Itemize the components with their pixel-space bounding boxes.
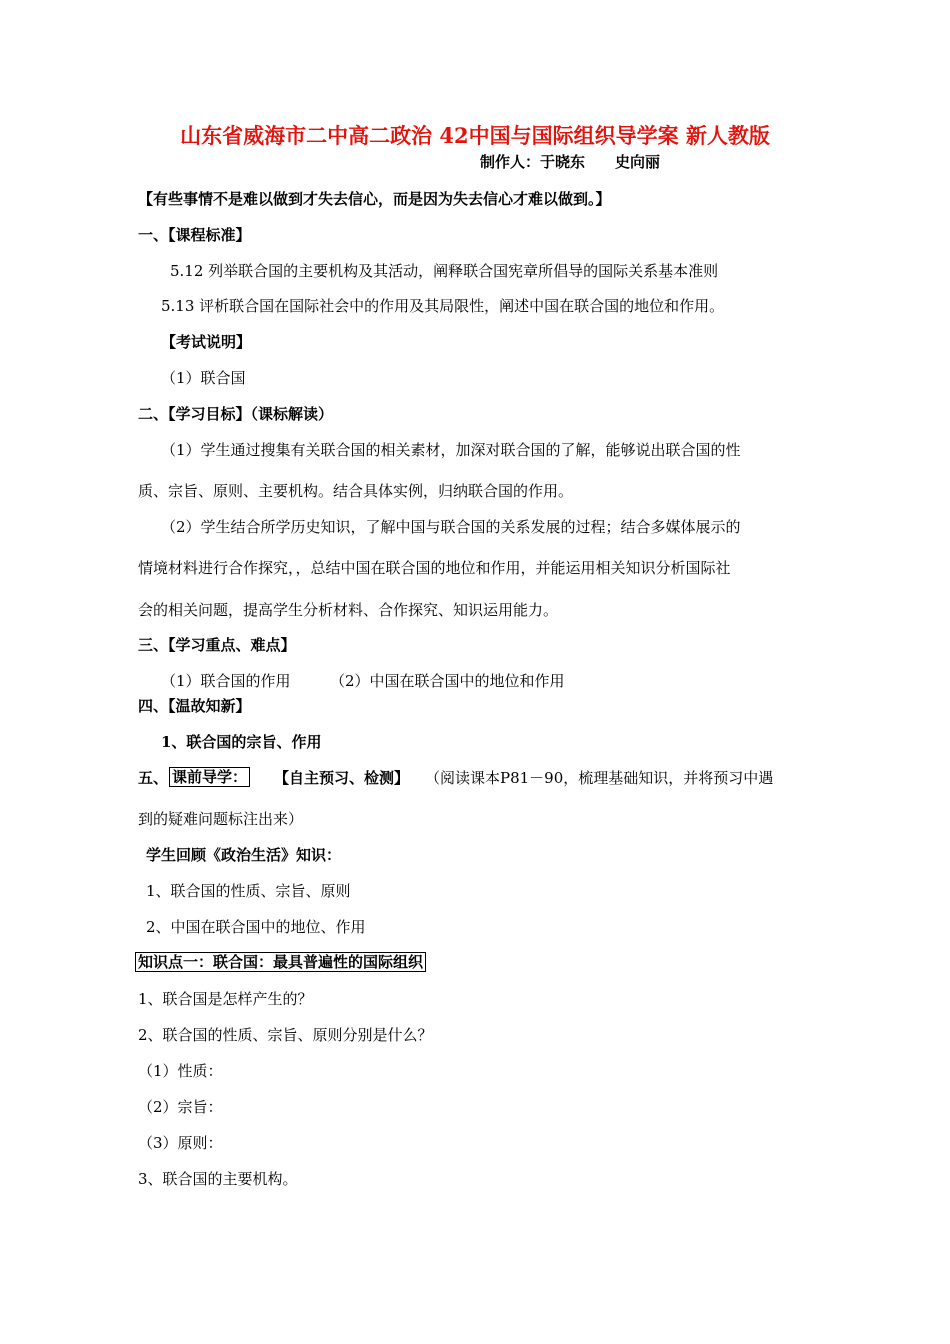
recall-item-2: 2、中国在联合国中的地位、作用 (146, 918, 366, 936)
section-5-subheading: 【自主预习、检测】 (274, 769, 410, 787)
section-5-boxed-label: 课前导学： (169, 767, 250, 787)
question-2a-nature: （1）性质： (138, 1062, 223, 1080)
focus-item-1: （1）联合国的作用 (161, 672, 291, 690)
question-3: 3、联合国的主要机构。 (138, 1170, 298, 1188)
author-line: 制作人：于晓东 史向丽 (480, 153, 661, 171)
recall-heading: 学生回顾《政治生活》知识： (146, 846, 342, 864)
question-2c-principle: （3）原则： (138, 1134, 223, 1152)
goal-1-line-1: （1）学生通过搜集有关联合国的相关素材，加深对联合国的了解，能够说出联合国的性 (161, 441, 741, 459)
exam-item: （1）联合国 (161, 369, 246, 387)
standard-item-2: 5.13 评析联合国在国际社会中的作用及其局限性，阐述中国在联合国的地位和作用。 (161, 297, 725, 315)
standard-item-1: 5.12 列举联合国的主要机构及其活动，阐释联合国宪章所倡导的国际关系基本准则 (170, 262, 719, 280)
focus-item-2: （2）中国在联合国中的地位和作用 (330, 672, 565, 690)
section-3-heading: 三、【学习重点、难点】 (138, 636, 296, 654)
question-1: 1、联合国是怎样产生的？ (138, 990, 313, 1008)
section-1-heading: 一、【课程标准】 (138, 226, 251, 244)
motto: 【有些事情不是难以做到才失去信心，而是因为失去信心才难以做到。】 (138, 190, 611, 208)
section-4-heading: 四、【温故知新】 (138, 697, 251, 715)
section-5-prefix: 五、 (138, 769, 169, 787)
goal-2-line-2: 情境材料进行合作探究，，总结中国在联合国的地位和作用，并能运用相关知识分析国际社 (138, 559, 731, 577)
section-5-note-line-2: 到的疑难问题标注出来） (138, 810, 304, 828)
document-title: 山东省威海市二中高二政治 42中国与国际组织导学案 新人教版 (180, 123, 770, 148)
question-2b-purpose: （2）宗旨： (138, 1098, 223, 1116)
question-2: 2、联合国的性质、宗旨、原则分别是什么？ (138, 1026, 433, 1044)
knowledge-point-1-heading: 知识点一：联合国：最具普遍性的国际组织 (135, 952, 426, 972)
goal-2-line-1: （2）学生结合所学历史知识，了解中国与联合国的关系发展的过程；结合多媒体展示的 (161, 518, 741, 536)
knowledge-point-1-wrap (135, 952, 426, 972)
recall-item-1: 1、联合国的性质、宗旨、原则 (146, 882, 351, 900)
exam-heading: 【考试说明】 (161, 333, 252, 351)
goal-2-line-3: 会的相关问题，提高学生分析材料、合作探究、知识运用能力。 (138, 601, 559, 619)
section-5-note-line-1: （阅读课本P81－90，梳理基础知识，并将预习中遇 (425, 769, 774, 787)
section-2-heading: 二、【学习目标】（课标解读） (138, 405, 334, 423)
section-5-boxed-label-wrap (169, 767, 250, 787)
review-item-1: 1、联合国的宗旨、作用 (161, 733, 322, 751)
goal-1-line-2: 质、宗旨、原则、主要机构。结合具体实例，归纳联合国的作用。 (138, 482, 574, 500)
